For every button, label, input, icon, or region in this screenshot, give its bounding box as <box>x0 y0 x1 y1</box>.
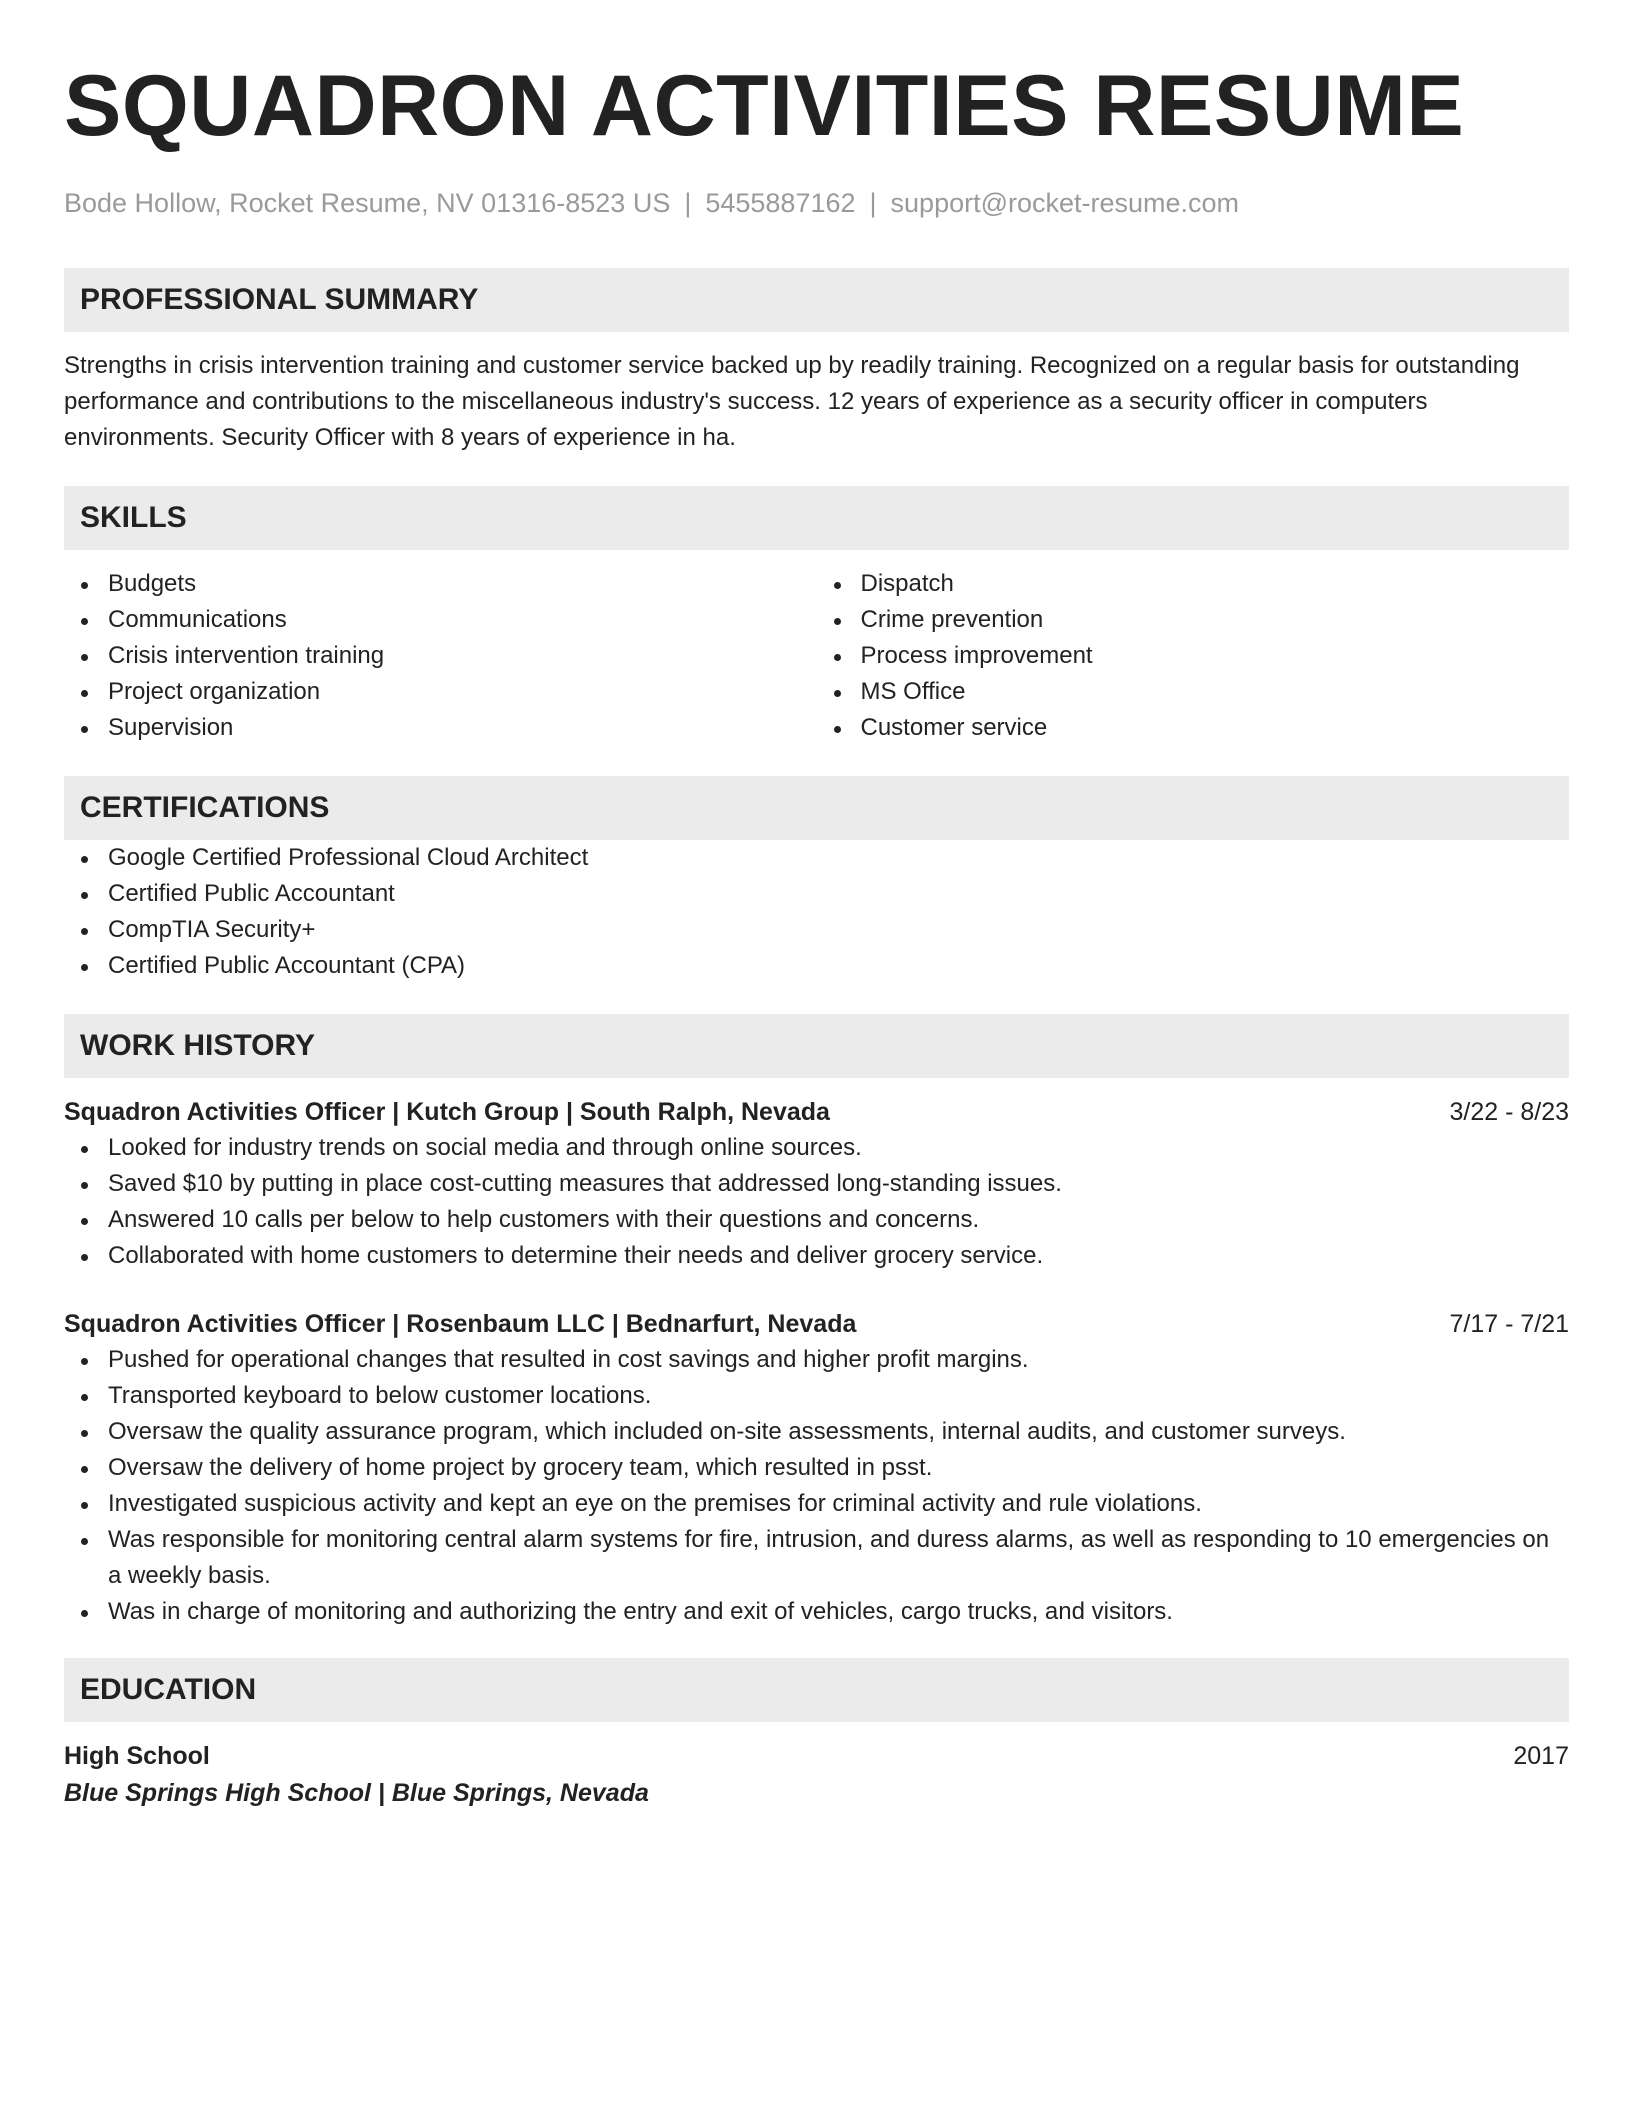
certifications-list <box>64 840 1569 984</box>
job-bullets <box>64 1342 1569 1630</box>
job-dates: 3/22 - 8/23 <box>1449 1098 1569 1126</box>
job-bullet: Collaborated with home customers to determine their needs and deliver grocery service. <box>64 1238 1569 1274</box>
certification-item: Certified Public Accountant (CPA) <box>64 948 1569 984</box>
education-year: 2017 <box>1513 1742 1569 1770</box>
skill-item: Process improvement <box>817 638 1570 674</box>
job-bullets <box>64 1130 1569 1274</box>
education-header <box>64 1738 1569 1774</box>
skills-grid <box>64 566 1569 746</box>
contact-separator: | <box>684 188 692 218</box>
section-header-work-history: WORK HISTORY <box>64 1014 1569 1078</box>
job-bullet: Was in charge of monitoring and authorizing the entry and exit of vehicles, cargo trucks, and visitors. <box>64 1594 1569 1630</box>
section-header-skills: SKILLS <box>64 486 1569 550</box>
section-header-education: EDUCATION <box>64 1658 1569 1722</box>
job-dates: 7/17 - 7/21 <box>1449 1310 1569 1338</box>
certification-item: Certified Public Accountant <box>64 876 1569 912</box>
job-bullet: Transported keyboard to below customer locations. <box>64 1378 1569 1414</box>
section-header-certifications: CERTIFICATIONS <box>64 776 1569 840</box>
skill-item: Budgets <box>64 566 817 602</box>
job-entry <box>64 1306 1569 1630</box>
contact-phone: 5455887162 <box>705 188 856 218</box>
skill-item: Dispatch <box>817 566 1570 602</box>
resume-title: SQUADRON ACTIVITIES RESUME <box>64 58 1465 154</box>
contact-separator: | <box>869 188 877 218</box>
job-bullet: Oversaw the quality assurance program, which included on-site assessments, internal audits, and customer surveys. <box>64 1414 1569 1450</box>
skill-item: MS Office <box>817 674 1570 710</box>
education-school: Blue Springs High School | Blue Springs, Nevada <box>64 1779 649 1807</box>
job-header <box>64 1306 1569 1342</box>
job-bullet: Oversaw the delivery of home project by grocery team, which resulted in psst. <box>64 1450 1569 1486</box>
skill-item: Customer service <box>817 710 1570 746</box>
skills-list-right <box>817 566 1570 746</box>
section-header-summary: PROFESSIONAL SUMMARY <box>64 268 1569 332</box>
certification-item: CompTIA Security+ <box>64 912 1569 948</box>
job-bullet: Saved $10 by putting in place cost-cutting measures that addressed long-standing issues. <box>64 1166 1569 1202</box>
job-title: Squadron Activities Officer | Kutch Group | South Ralph, Nevada <box>64 1098 830 1126</box>
skill-item: Crime prevention <box>817 602 1570 638</box>
certification-item: Google Certified Professional Cloud Architect <box>64 840 1569 876</box>
skill-item: Communications <box>64 602 817 638</box>
job-header <box>64 1094 1569 1130</box>
contact-address: Bode Hollow, Rocket Resume, NV 01316-8523 US <box>64 188 671 218</box>
education-degree: High School <box>64 1742 210 1770</box>
skills-list-left <box>64 566 817 746</box>
job-title: Squadron Activities Officer | Rosenbaum LLC | Bednarfurt, Nevada <box>64 1310 857 1338</box>
job-bullet: Answered 10 calls per below to help customers with their questions and concerns. <box>64 1202 1569 1238</box>
job-bullet: Looked for industry trends on social media and through online sources. <box>64 1130 1569 1166</box>
contact-line <box>64 186 1569 220</box>
job-bullet: Investigated suspicious activity and kept an eye on the premises for criminal activity and rule violations. <box>64 1486 1569 1522</box>
skill-item: Project organization <box>64 674 817 710</box>
contact-email: support@rocket-resume.com <box>890 188 1240 218</box>
skill-item: Crisis intervention training <box>64 638 817 674</box>
job-bullet: Was responsible for monitoring central alarm systems for fire, intrusion, and duress alarms, as well as responding to 10 emergencies on a weekly basis. <box>64 1522 1569 1594</box>
job-entry <box>64 1094 1569 1274</box>
summary-text: Strengths in crisis intervention training and customer service backed up by readily training. Recognized on a regular basis for outstanding performance and contributions to the miscellaneous industry's success. 12 years of experience as a security officer in computers environments. Security Officer with 8 years of experience in ha. <box>64 352 1520 451</box>
skill-item: Supervision <box>64 710 817 746</box>
job-bullet: Pushed for operational changes that resulted in cost savings and higher profit margins. <box>64 1342 1569 1378</box>
